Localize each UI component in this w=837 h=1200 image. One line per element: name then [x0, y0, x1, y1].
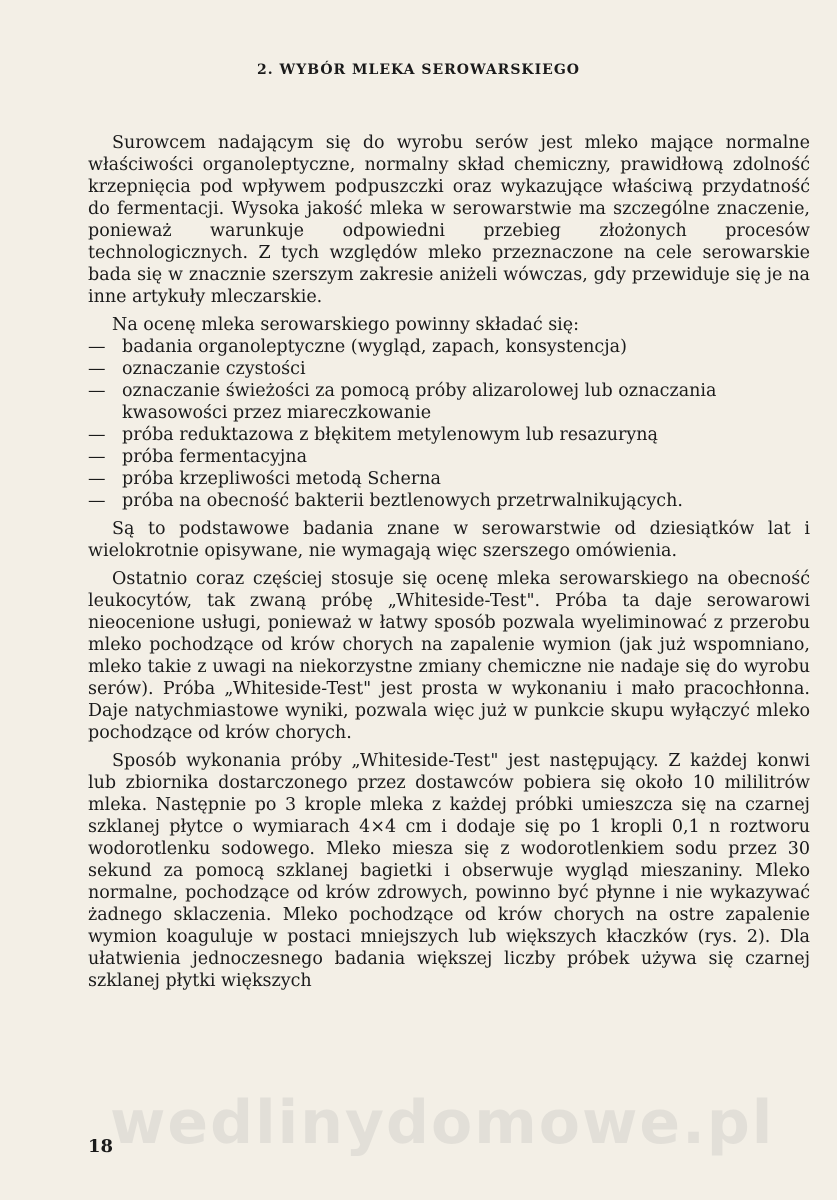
section-heading: 2. WYBÓR MLEKA SEROWARSKIEGO: [257, 62, 580, 78]
paragraph-2: Na ocenę mleka serowarskiego powinny składać się:: [112, 315, 580, 335]
list-item: — próba krzepliwości metodą Scherna: [88, 468, 810, 490]
list-item: — próba reduktazowa z błękitem metylenowym lub resazuryną: [88, 424, 810, 446]
paragraph-1: Surowcem nadającym się do wyrobu serów jest mleko mające normalne właściwości organoleptyczne, normalny skład chemiczny, prawidłową zdolność krzepnięcia pod wpływem podpuszczki oraz wykazujące właściwą przydatność do fermentacji. Wysoka jakość mleka w serowarstwie ma szczególne znaczenie, ponieważ warunkuje odpowiedni przebieg złożonych procesów technologicznych. Z tych względów mleko przeznaczone na cele serowarskie bada się w znacznie szerszym zakresie aniżeli wówczas, gdy przewiduje się je na inne artykuły mleczarskie.: [88, 133, 810, 307]
paragraph-3: Są to podstawowe badania znane w serowarstwie od dziesiątków lat i wielokrotnie opisywane, nie wymagają więc szerszego omówienia.: [88, 519, 810, 561]
list-item: — oznaczanie czystości: [88, 358, 810, 380]
list-item: — próba na obecność bakterii beztlenowych przetrwalnikujących.: [88, 490, 810, 512]
list-item: — próba fermentacyjna: [88, 446, 810, 468]
test-list: [88, 336, 810, 512]
body-text: [88, 132, 810, 992]
paragraph-4: Ostatnio coraz częściej stosuje się ocenę mleka serowarskiego na obecność leukocytów, tak zwaną próbę „Whiteside-Test". Próba ta daje serowarowi nieocenione usługi, ponieważ w łatwy sposób pozwala wyeliminować z przerobu mleko pochodzące od krów chorych na zapalenie wymion (jak już wspomniano, mleko takie z uwagi na niekorzystne zmiany chemiczne nie nadaje się do wyrobu serów). Próba „Whiteside-Test" jest prosta w wykonaniu i mało pracochłonna. Daje natychmiastowe wyniki, pozwala więc już w punkcie skupu wyłączyć mleko pochodzące od krów chorych.: [88, 569, 810, 743]
list-item: — badania organoleptyczne (wygląd, zapach, konsystencja): [88, 336, 810, 358]
page-number: 18: [88, 1136, 114, 1157]
paragraph-5: Sposób wykonania próby „Whiteside-Test" jest następujący. Z każdej konwi lub zbiornika dostarczonego przez dostawców pobiera się około 10 mililitrów mleka. Następnie po 3 krople mleka z każdej próbki umieszcza się na czarnej szklanej płytce o wymiarach 4×4 cm i dodaje się po 1 kropli 0,1 n roztworu wodorotlenku sodowego. Mleko miesza się z wodorotlenkiem sodu przez 30 sekund za pomocą szklanej bagietki i obserwuje wygląd mieszaniny. Mleko normalne, pochodzące od krów zdrowych, powinno być płynne i nie wykazywać żadnego sklaczenia. Mleko pochodzące od krów chorych na ostre zapalenie wymion koaguluje w postaci mniejszych lub większych kłaczków (rys. 2). Dla ułatwienia jednoczesnego badania większej liczby próbek używa się czarnej szklanej płytki większych: [88, 751, 810, 991]
watermark: wedlinydomowe.pl: [110, 1088, 775, 1158]
list-item: — oznaczanie świeżości za pomocą próby alizarolowej lub oznaczania kwasowości przez miareczkowanie: [88, 380, 810, 424]
